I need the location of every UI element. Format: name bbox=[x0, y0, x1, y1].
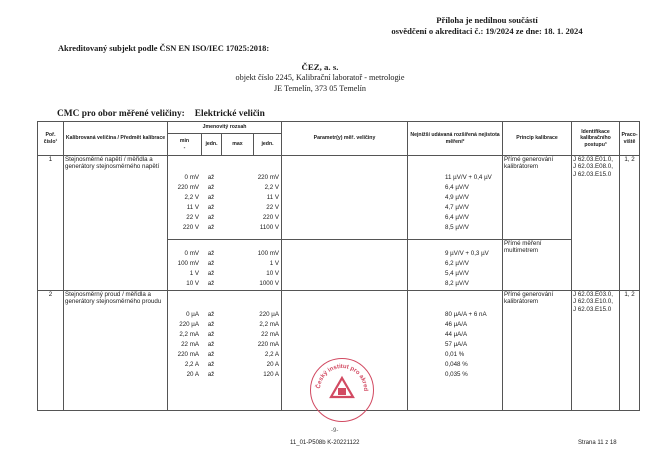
range-min: 1 V bbox=[189, 270, 199, 277]
stamp-seal-icon bbox=[311, 359, 373, 421]
range-row bbox=[168, 321, 281, 331]
uncertainty-value: 6,2 µV/V bbox=[445, 260, 469, 267]
col-header-workplace: Praco-viště bbox=[620, 122, 640, 156]
range-to: až bbox=[207, 270, 215, 277]
procedure-item: J 62.03.E15.0 bbox=[573, 305, 612, 313]
range-group bbox=[168, 240, 282, 291]
range-min: 11 V bbox=[186, 204, 199, 211]
range-min: 2,2 V bbox=[184, 194, 199, 201]
procedure-item: J 62.03.E10.0, bbox=[573, 298, 613, 306]
range-row bbox=[168, 214, 281, 224]
range-row bbox=[168, 361, 281, 371]
range-to: až bbox=[207, 184, 215, 191]
row-workplace: 1, 2 bbox=[620, 156, 640, 291]
uncertainty-value: 80 µA/A + 6 nA bbox=[445, 311, 487, 318]
range-min: 22 mA bbox=[181, 341, 199, 348]
range-row bbox=[168, 371, 281, 381]
col-header-uncertainty: Nejnižší udávaná rozšířená nejistota měření² bbox=[408, 122, 503, 156]
uncertainty-value: 9 µV/V + 0,3 µV bbox=[445, 250, 489, 257]
range-to: až bbox=[207, 331, 215, 338]
range-row bbox=[168, 224, 281, 234]
range-max: 22 V bbox=[266, 204, 280, 211]
range-to: až bbox=[207, 214, 215, 221]
range-max: 11 V bbox=[266, 194, 280, 201]
col-header-unit2: jedn. bbox=[254, 134, 282, 156]
min-dot: - bbox=[183, 144, 186, 151]
range-max: 220 mA bbox=[257, 341, 280, 348]
range-to: až bbox=[207, 341, 215, 348]
uncertainty-list bbox=[408, 291, 503, 411]
range-min: 220 mA bbox=[177, 351, 199, 358]
range-list bbox=[168, 174, 281, 234]
range-to: až bbox=[207, 311, 215, 318]
row-quantity: Stejnosměrný proud / měřidla a generátory stejnosměrného proudu bbox=[64, 291, 168, 411]
range-to: až bbox=[207, 361, 215, 368]
min-label: min bbox=[179, 138, 190, 145]
range-max: 1100 V bbox=[259, 224, 280, 231]
range-list bbox=[168, 250, 281, 290]
row-procedure bbox=[572, 291, 620, 411]
stamp-number: -9- bbox=[331, 428, 339, 434]
range-to: až bbox=[207, 194, 215, 201]
procedure-item: J 62.03.E08.0, bbox=[573, 163, 613, 171]
cmc-heading bbox=[57, 109, 265, 119]
uncertainty-value: 8,2 µV/V bbox=[445, 280, 469, 287]
range-min: 220 µA bbox=[179, 321, 199, 328]
row-procedure bbox=[572, 156, 620, 291]
row-number: 2 bbox=[38, 291, 64, 411]
range-max: 220 V bbox=[262, 214, 280, 221]
uncertainty-value: 11 µV/V + 0,4 µV bbox=[445, 174, 492, 181]
col-header-min bbox=[168, 134, 202, 156]
cmc-label: CMC pro obor měřené veličiny: bbox=[57, 109, 185, 119]
range-max: 120 A bbox=[263, 371, 280, 378]
range-max: 2,2 V bbox=[264, 184, 280, 191]
page-number: Strana 11 z 18 bbox=[578, 440, 617, 446]
range-row bbox=[168, 351, 281, 361]
accredited-subject-label: Akreditovaný subjekt podle ČSN EN ISO/IEC 17025:2018: bbox=[58, 44, 270, 53]
range-row bbox=[168, 204, 281, 214]
row-parameters bbox=[282, 156, 408, 240]
row-number: 1 bbox=[38, 156, 64, 291]
annex-title: Příloha je nedílnou součástí bbox=[436, 15, 538, 25]
range-row bbox=[168, 311, 281, 321]
uncertainty-value: 44 µA/A bbox=[445, 331, 468, 338]
range-min: 0 mV bbox=[184, 174, 199, 181]
range-min: 22 V bbox=[186, 214, 199, 221]
uncertainty-list bbox=[408, 240, 503, 291]
col-header-unit1: jedn. bbox=[202, 134, 222, 156]
range-max: 1 V bbox=[269, 260, 280, 267]
uncertainty-value: 46 µA/A bbox=[445, 321, 468, 328]
range-max: 100 mV bbox=[257, 250, 280, 257]
range-max: 1000 V bbox=[259, 280, 280, 287]
certificate-ref: osvědčení o akreditaci č.: 19/2024 ze dne: 18. 1. 2024 bbox=[391, 26, 583, 36]
range-min: 20 A bbox=[186, 371, 199, 378]
uncertainty-value: 6,4 µV/V bbox=[445, 184, 469, 191]
range-min: 2,2 A bbox=[184, 361, 199, 368]
row-workplace: 1, 2 bbox=[620, 291, 640, 411]
range-row bbox=[168, 174, 281, 184]
uncertainty-list bbox=[408, 156, 503, 240]
col-header-quantity: Kalibrovaná veličina / Předmět kalibrace bbox=[64, 122, 168, 156]
table-row bbox=[38, 156, 640, 240]
range-to: až bbox=[207, 174, 215, 181]
uncertainty-value: 5,4 µV/V bbox=[445, 270, 469, 277]
range-group bbox=[168, 291, 282, 411]
range-to: až bbox=[207, 321, 215, 328]
procedure-item: J 62.03.E03.0, bbox=[573, 291, 613, 298]
procedure-item: J 62.03.E01.0, bbox=[573, 156, 613, 163]
org-name: ČEZ, a. s. bbox=[301, 62, 339, 72]
row-principle: Přímé měření multimetrem bbox=[503, 240, 572, 291]
range-max: 22 mA bbox=[261, 331, 280, 338]
col-header-principle: Princip kalibrace bbox=[503, 122, 572, 156]
accreditation-stamp bbox=[310, 358, 374, 422]
range-to: až bbox=[207, 371, 215, 378]
range-list bbox=[168, 311, 281, 381]
range-max: 20 A bbox=[266, 361, 280, 368]
uncertainty-value: 4,9 µV/V bbox=[445, 194, 469, 201]
range-to: až bbox=[207, 204, 215, 211]
org-address-2: JE Temelín, 373 05 Temelín bbox=[273, 84, 366, 93]
range-to: až bbox=[207, 224, 215, 231]
range-min: 0 mV bbox=[184, 250, 199, 257]
uncertainty-value: 0,048 % bbox=[445, 361, 468, 368]
range-to: až bbox=[207, 280, 215, 287]
org-address-1: objekt číslo 2245, Kalibrační laboratoř - metrologie bbox=[235, 73, 405, 82]
col-header-range: Jmenovitý rozsah bbox=[168, 122, 282, 134]
range-row bbox=[168, 250, 281, 260]
cmc-value: Elektrické veličin bbox=[194, 109, 265, 119]
row-principle: Přímé generování kalibrátorem bbox=[503, 156, 572, 240]
row-quantity: Stejnosměrné napětí / měřidla a generátory stejnosměrného napětí bbox=[64, 156, 168, 291]
col-header-parameters: Parametr(y) měř. veličiny bbox=[282, 122, 408, 156]
range-min: 220 mV bbox=[177, 184, 199, 191]
range-row bbox=[168, 260, 281, 270]
range-min: 2,2 mA bbox=[179, 331, 199, 338]
range-max: 220 µA bbox=[259, 311, 280, 318]
range-to: až bbox=[207, 250, 215, 257]
range-row bbox=[168, 341, 281, 351]
range-max: 2,2 A bbox=[264, 351, 280, 358]
range-to: až bbox=[207, 351, 215, 358]
uncertainty-value: 4,7 µV/V bbox=[445, 204, 469, 211]
range-min: 0 µA bbox=[186, 311, 199, 318]
row-parameters bbox=[282, 240, 408, 291]
range-max: 220 mV bbox=[257, 174, 280, 181]
range-row bbox=[168, 270, 281, 280]
svg-text:Český institut pro akreditaci,: Český institut pro akred bbox=[315, 363, 369, 392]
range-row bbox=[168, 184, 281, 194]
form-code: 11_01-P508b K-20221122 bbox=[290, 440, 360, 446]
col-header-procedure: Identifikace kalibračního postupu³ bbox=[572, 122, 620, 156]
col-header-order: Poř. číslo¹ bbox=[38, 122, 64, 156]
col-header-max: max bbox=[222, 134, 254, 156]
range-min: 10 V bbox=[186, 280, 199, 287]
range-min: 220 V bbox=[182, 224, 199, 231]
uncertainty-value: 0,01 % bbox=[445, 351, 465, 358]
range-row bbox=[168, 280, 281, 290]
uncertainty-value: 6,4 µV/V bbox=[445, 214, 469, 221]
range-min: 100 mV bbox=[177, 260, 199, 267]
uncertainty-value: 0,035 % bbox=[445, 371, 468, 378]
range-max: 2,2 mA bbox=[259, 321, 280, 328]
range-to: až bbox=[207, 260, 215, 267]
range-row bbox=[168, 331, 281, 341]
range-row bbox=[168, 194, 281, 204]
uncertainty-value: 57 µA/A bbox=[445, 341, 468, 348]
row-principle: Přímé generování kalibrátorem bbox=[503, 291, 572, 411]
range-max: 10 V bbox=[266, 270, 280, 277]
range-group bbox=[168, 156, 282, 240]
procedure-item: J 62.03.E15.0 bbox=[573, 170, 612, 178]
uncertainty-value: 8,5 µV/V bbox=[445, 224, 469, 231]
